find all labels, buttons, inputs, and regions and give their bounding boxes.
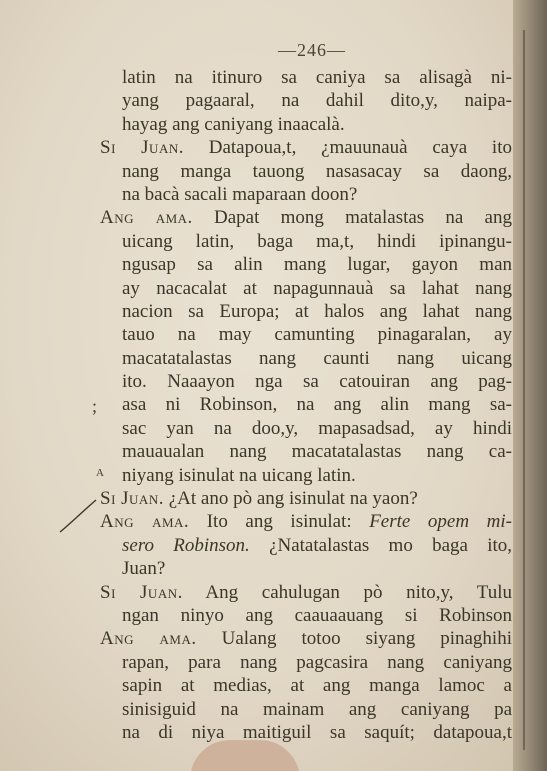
line-text: sinisiguid na mainam ang caniyang pa bbox=[122, 698, 512, 720]
line-text: uicang latin, baga ma,t, hindi ipinangu- bbox=[122, 230, 512, 252]
text-line bbox=[100, 370, 512, 393]
line-text: nacion sa Europa; at halos ang lahat nang bbox=[122, 300, 512, 322]
line-text: ¿At ano pò ang isinulat na yaon? bbox=[163, 488, 418, 510]
line-text: ngan ninyo ang caauaauang si Robinson bbox=[122, 604, 512, 626]
line-text: ay nacacalat at napagunnauà sa lahat nang bbox=[122, 277, 512, 299]
line-text: asa ni Robinson, na ang alin mang sa- bbox=[122, 394, 512, 416]
thumb-shadow bbox=[190, 740, 300, 771]
text-line bbox=[100, 253, 512, 276]
page-gutter bbox=[513, 0, 547, 771]
margin-mark-semicolon: ; bbox=[92, 396, 98, 416]
line-text: ¿Natatalastas mo baga ito, bbox=[249, 534, 512, 556]
speaker-label: Si Juan. bbox=[100, 488, 164, 510]
text-line bbox=[100, 627, 512, 650]
line-text: niyang isinulat na uicang latin. bbox=[122, 464, 356, 486]
text-line bbox=[100, 440, 512, 463]
text-body bbox=[100, 66, 512, 744]
text-line bbox=[100, 393, 512, 416]
line-text: Ang cahulugan pò nito,y, Tulu bbox=[182, 581, 512, 603]
speaker-label: Ang ama. bbox=[100, 207, 193, 229]
margin-stroke-icon bbox=[58, 498, 98, 534]
text-line bbox=[100, 698, 512, 721]
speaker-label: Ang ama. bbox=[100, 628, 197, 650]
line-text: Ito ang isinulat: bbox=[189, 511, 370, 533]
line-text: ngusap sa alin mang lugar, gayon man bbox=[122, 254, 512, 276]
speaker-label: Si Juan. bbox=[100, 581, 183, 603]
line-text: Datapoua,t, ¿mauunauà caya ito bbox=[183, 137, 512, 159]
text-line bbox=[100, 160, 512, 183]
text-line bbox=[100, 581, 512, 604]
text-line bbox=[100, 534, 512, 557]
line-text: Ualang totoo siyang pinaghihi bbox=[196, 628, 512, 650]
line-text: sac yan na doo,y, mapasadsad, ay hindi bbox=[122, 417, 512, 439]
line-text: rapan, para nang pagcasira nang caniyang bbox=[122, 651, 512, 673]
book-spine-shadow bbox=[523, 30, 525, 750]
line-text: Dapat mong matalastas na ang bbox=[192, 207, 512, 229]
line-text: mauaualan nang macatatalastas nang ca- bbox=[122, 441, 512, 463]
text-line bbox=[100, 557, 512, 580]
speaker-label: Ang ama. bbox=[100, 511, 190, 533]
line-text: yang pagaaral, na dahil dito,y, naipa- bbox=[122, 90, 512, 112]
text-line bbox=[100, 113, 512, 136]
text-line bbox=[100, 347, 512, 370]
text-line bbox=[100, 417, 512, 440]
text-line bbox=[100, 651, 512, 674]
text-line bbox=[100, 230, 512, 253]
latin-phrase: Ferte opem mi- bbox=[369, 511, 512, 533]
line-text: macatatalastas nang caunti nang uicang bbox=[122, 347, 512, 369]
text-line bbox=[100, 323, 512, 346]
line-text: ito. Naaayon nga sa catouiran ang pag- bbox=[122, 371, 512, 393]
text-line bbox=[100, 604, 512, 627]
text-line bbox=[100, 89, 512, 112]
latin-phrase: sero Robinson. bbox=[122, 534, 250, 556]
line-text: latin na itinuro sa caniya sa alisagà ni- bbox=[122, 67, 512, 88]
page-number: —246— bbox=[278, 40, 346, 60]
text-line bbox=[100, 300, 512, 323]
text-line bbox=[100, 136, 512, 159]
text-line bbox=[100, 277, 512, 300]
line-text: tauo na may camunting pinagaralan, ay bbox=[122, 324, 512, 346]
text-line bbox=[100, 206, 512, 229]
speaker-label: Si Juan. bbox=[100, 137, 184, 159]
text-line bbox=[100, 66, 512, 89]
line-text: Juan? bbox=[122, 558, 166, 580]
line-text: hayag ang caniyang inaacalà. bbox=[122, 113, 345, 135]
margin-mark-letter-a: A bbox=[96, 467, 104, 479]
text-line bbox=[100, 721, 512, 744]
text-line bbox=[100, 464, 512, 487]
text-line bbox=[100, 487, 512, 510]
text-line bbox=[100, 183, 512, 206]
line-text: nang manga tauong nasasacay sa daong, bbox=[122, 160, 512, 182]
line-text: na bacà sacali maparaan doon? bbox=[122, 183, 358, 205]
line-text: sapin at medias, at ang manga lamoc a bbox=[122, 675, 512, 697]
text-line bbox=[100, 674, 512, 697]
line-text: na di niya maitiguil sa saquít; datapoua,t bbox=[122, 721, 512, 743]
text-line bbox=[100, 510, 512, 533]
